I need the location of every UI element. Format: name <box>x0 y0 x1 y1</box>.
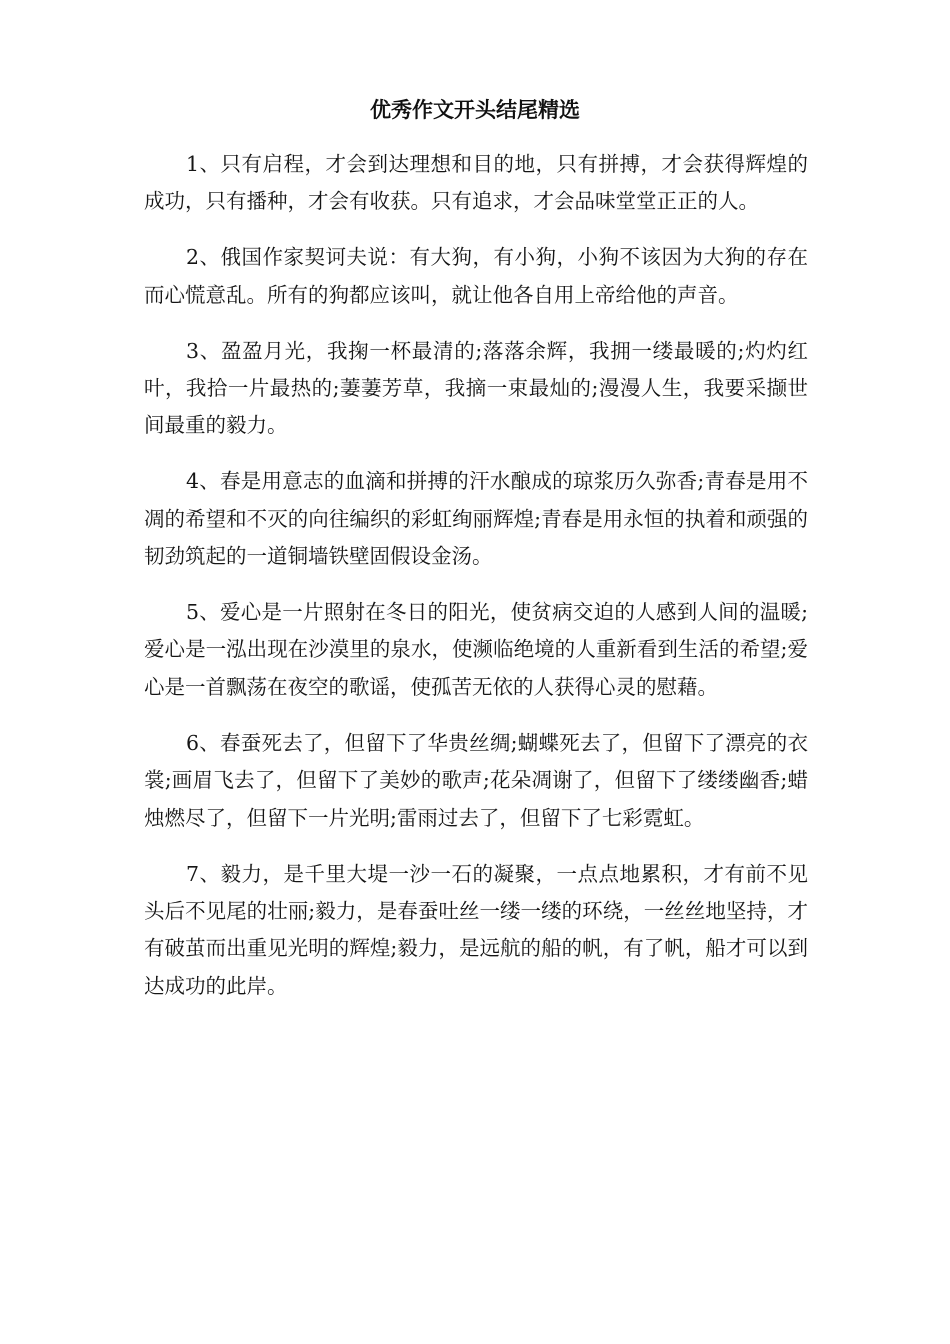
document-title: 优秀作文开头结尾精选 <box>370 98 580 122</box>
paragraph-7: 7、毅力，是千里大堤一沙一石的凝聚，一点点地累积，才有前不见头后不见尾的壮丽;毅力，是春蚕吐丝一缕一缕的环绕，一丝丝地坚持，才有破茧而出重见光明的辉煌;毅力，是远航的船的帆，有了帆，船才可以到达成功的此岸。 <box>144 861 808 998</box>
paragraph-1: 1、只有启程，才会到达理想和目的地，只有拼搏，才会获得辉煌的成功，只有播种，才会有收获。只有追求，才会品味堂堂正正的人。 <box>144 152 808 214</box>
paragraph-6: 6、春蚕死去了，但留下了华贵丝绸;蝴蝶死去了，但留下了漂亮的衣裳;画眉飞去了，但留下了美妙的歌声;花朵凋谢了，但留下了缕缕幽香;蜡烛燃尽了，但留下一片光明;雷雨过去了，但留下了七彩霓虹。 <box>144 730 808 830</box>
paragraph-4: 4、春是用意志的血滴和拼搏的汗水酿成的琼浆历久弥香;青春是用不凋的希望和不灭的向往编织的彩虹绚丽辉煌;青春是用永恒的执着和顽强的韧劲筑起的一道铜墙铁壁固假设金汤。 <box>144 469 808 569</box>
paragraph-2: 2、俄国作家契诃夫说：有大狗，有小狗，小狗不该因为大狗的存在而心慌意乱。所有的狗都应该叫，就让他各自用上帝给他的声音。 <box>144 245 808 307</box>
paragraph-3: 3、盈盈月光，我掬一杯最清的;落落余辉，我拥一缕最暖的;灼灼红叶，我拾一片最热的;萋萋芳草，我摘一束最灿的;漫漫人生，我要采撷世间最重的毅力。 <box>144 338 808 438</box>
paragraph-5: 5、爱心是一片照射在冬日的阳光，使贫病交迫的人感到人间的温暖;爱心是一泓出现在沙漠里的泉水，使濒临绝境的人重新看到生活的希望;爱心是一首飘荡在夜空的歌谣，使孤苦无依的人获得心灵的慰藉。 <box>144 600 808 699</box>
document-body <box>144 146 808 1024</box>
